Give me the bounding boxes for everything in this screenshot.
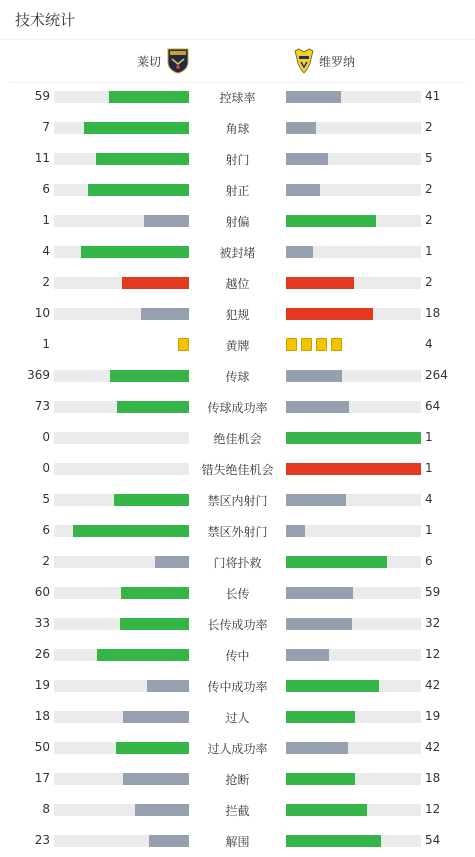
away-bar-track bbox=[286, 587, 421, 599]
away-value: 41 bbox=[425, 89, 441, 103]
yellow-card-icon bbox=[301, 338, 312, 351]
home-bar-fill bbox=[110, 370, 189, 382]
home-value: 8 bbox=[42, 802, 50, 816]
away-bar-track bbox=[286, 649, 421, 661]
teams-row bbox=[10, 40, 465, 83]
stat-row bbox=[0, 608, 475, 639]
away-bar-fill bbox=[286, 556, 387, 568]
home-value: 11 bbox=[34, 151, 50, 165]
away-bar-fill bbox=[286, 122, 316, 134]
away-bar-track bbox=[286, 432, 421, 444]
stat-label: 长传 bbox=[225, 587, 250, 601]
stat-row bbox=[0, 701, 475, 732]
stat-row bbox=[0, 546, 475, 577]
home-bar-track bbox=[54, 742, 189, 754]
home-bar-track bbox=[54, 773, 189, 785]
away-bar-fill bbox=[286, 618, 352, 630]
stat-row bbox=[0, 329, 475, 360]
away-team[interactable] bbox=[293, 48, 355, 74]
away-bar-fill bbox=[286, 91, 341, 103]
away-bar-track bbox=[286, 618, 421, 630]
away-bar-track bbox=[286, 215, 421, 227]
home-value: 33 bbox=[34, 616, 50, 630]
home-bar-fill bbox=[114, 494, 189, 506]
home-bar-fill bbox=[147, 680, 189, 692]
away-bar-fill bbox=[286, 401, 349, 413]
stats-list bbox=[0, 81, 475, 856]
stat-row bbox=[0, 391, 475, 422]
home-bar-track bbox=[54, 184, 189, 196]
away-bar-track bbox=[286, 680, 421, 692]
away-bar-fill bbox=[286, 277, 354, 289]
home-bar-fill bbox=[109, 91, 189, 103]
away-bar-fill bbox=[286, 215, 376, 227]
home-bar-fill bbox=[135, 804, 189, 816]
away-team-name: 维罗纳 bbox=[319, 54, 356, 69]
stat-label: 拦截 bbox=[225, 804, 250, 818]
away-bar-fill bbox=[286, 587, 353, 599]
away-value: 2 bbox=[425, 213, 433, 227]
home-bar-fill bbox=[121, 587, 189, 599]
page-title: 技术统计 bbox=[15, 11, 76, 29]
away-bar-fill bbox=[286, 432, 421, 444]
home-yellow-cards bbox=[54, 338, 189, 352]
away-bar-fill bbox=[286, 463, 421, 475]
away-bar-fill bbox=[286, 246, 313, 258]
away-bar-track bbox=[286, 153, 421, 165]
away-value: 6 bbox=[425, 554, 433, 568]
away-value: 4 bbox=[425, 492, 433, 506]
home-bar-track bbox=[54, 277, 189, 289]
home-value: 2 bbox=[42, 554, 50, 568]
home-bar-fill bbox=[144, 215, 189, 227]
stat-row bbox=[0, 515, 475, 546]
stat-row bbox=[0, 794, 475, 825]
away-bar-fill bbox=[286, 804, 367, 816]
home-value: 2 bbox=[42, 275, 50, 289]
away-bar-fill bbox=[286, 835, 381, 847]
away-value: 19 bbox=[425, 709, 441, 723]
away-bar-fill bbox=[286, 370, 342, 382]
away-value: 1 bbox=[425, 523, 433, 537]
stat-label: 解围 bbox=[225, 835, 250, 849]
stat-label: 门将扑救 bbox=[213, 556, 262, 570]
home-value: 10 bbox=[34, 306, 50, 320]
home-bar-track bbox=[54, 401, 189, 413]
stat-row bbox=[0, 763, 475, 794]
away-value: 59 bbox=[425, 585, 441, 599]
away-value: 32 bbox=[425, 616, 441, 630]
home-value: 0 bbox=[42, 430, 50, 444]
home-bar-fill bbox=[155, 556, 189, 568]
home-value: 6 bbox=[42, 523, 50, 537]
home-value: 60 bbox=[34, 585, 50, 599]
stat-row bbox=[0, 236, 475, 267]
home-team-name: 莱切 bbox=[137, 54, 162, 69]
home-team[interactable] bbox=[137, 48, 189, 74]
stat-label: 射门 bbox=[225, 153, 250, 167]
home-bar-track bbox=[54, 153, 189, 165]
away-bar-track bbox=[286, 122, 421, 134]
home-value: 7 bbox=[42, 120, 50, 134]
home-bar-fill bbox=[141, 308, 189, 320]
stat-row bbox=[0, 422, 475, 453]
stat-row bbox=[0, 143, 475, 174]
stat-label: 控球率 bbox=[219, 91, 256, 105]
home-bar-track bbox=[54, 649, 189, 661]
home-value: 17 bbox=[34, 771, 50, 785]
home-value: 6 bbox=[42, 182, 50, 196]
stat-row bbox=[0, 205, 475, 236]
away-value: 2 bbox=[425, 120, 433, 134]
away-bar-track bbox=[286, 277, 421, 289]
away-value: 264 bbox=[425, 368, 448, 382]
stat-label: 抢断 bbox=[225, 773, 250, 787]
stat-row bbox=[0, 360, 475, 391]
stat-label: 犯规 bbox=[225, 308, 250, 322]
away-bar-fill bbox=[286, 308, 373, 320]
away-bar-track bbox=[286, 308, 421, 320]
home-bar-fill bbox=[84, 122, 189, 134]
stat-row bbox=[0, 174, 475, 205]
away-bar-track bbox=[286, 246, 421, 258]
home-bar-track bbox=[54, 370, 189, 382]
away-value: 42 bbox=[425, 678, 441, 692]
home-bar-fill bbox=[81, 246, 189, 258]
home-value: 19 bbox=[34, 678, 50, 692]
home-bar-track bbox=[54, 556, 189, 568]
home-bar-track bbox=[54, 432, 189, 444]
away-bar-track bbox=[286, 91, 421, 103]
stat-label: 传球 bbox=[225, 370, 250, 384]
stat-label: 角球 bbox=[225, 122, 250, 136]
stat-label: 黄牌 bbox=[225, 339, 250, 353]
home-value: 73 bbox=[34, 399, 50, 413]
away-bar-fill bbox=[286, 184, 320, 196]
home-bar-track bbox=[54, 463, 189, 475]
stat-row bbox=[0, 298, 475, 329]
yellow-card-icon bbox=[178, 338, 189, 351]
home-bar-track bbox=[54, 525, 189, 537]
away-bar-track bbox=[286, 463, 421, 475]
away-value: 4 bbox=[425, 337, 433, 351]
stat-label: 传球成功率 bbox=[207, 401, 268, 415]
home-bar-fill bbox=[149, 835, 189, 847]
away-value: 2 bbox=[425, 182, 433, 196]
stat-row bbox=[0, 484, 475, 515]
away-bar-fill bbox=[286, 680, 379, 692]
home-bar-track bbox=[54, 618, 189, 630]
away-value: 12 bbox=[425, 647, 441, 661]
stat-row bbox=[0, 267, 475, 298]
home-bar-track bbox=[54, 680, 189, 692]
away-bar-track bbox=[286, 742, 421, 754]
home-team-badge-icon bbox=[167, 48, 189, 74]
home-bar-track bbox=[54, 122, 189, 134]
away-bar-track bbox=[286, 184, 421, 196]
away-value: 42 bbox=[425, 740, 441, 754]
home-bar-fill bbox=[122, 277, 190, 289]
home-value: 0 bbox=[42, 461, 50, 475]
stat-label: 射偏 bbox=[225, 215, 250, 229]
away-value: 5 bbox=[425, 151, 433, 165]
away-bar-track bbox=[286, 525, 421, 537]
home-bar-fill bbox=[97, 649, 189, 661]
away-bar-track bbox=[286, 804, 421, 816]
home-bar-track bbox=[54, 835, 189, 847]
home-value: 1 bbox=[42, 337, 50, 351]
yellow-card-icon bbox=[331, 338, 342, 351]
away-value: 1 bbox=[425, 244, 433, 258]
stat-label: 被封堵 bbox=[219, 246, 256, 260]
away-bar-fill bbox=[286, 494, 346, 506]
home-value: 4 bbox=[42, 244, 50, 258]
away-bar-track bbox=[286, 773, 421, 785]
home-bar-track bbox=[54, 804, 189, 816]
away-value: 64 bbox=[425, 399, 441, 413]
stat-label: 错失绝佳机会 bbox=[201, 463, 274, 477]
home-bar-fill bbox=[120, 618, 189, 630]
away-bar-track bbox=[286, 401, 421, 413]
stat-label: 长传成功率 bbox=[207, 618, 268, 632]
home-bar-track bbox=[54, 215, 189, 227]
home-value: 18 bbox=[34, 709, 50, 723]
stat-row bbox=[0, 453, 475, 484]
home-bar-fill bbox=[123, 773, 189, 785]
stat-row bbox=[0, 732, 475, 763]
home-bar-fill bbox=[88, 184, 189, 196]
stat-row bbox=[0, 577, 475, 608]
away-team-badge-icon bbox=[293, 48, 315, 74]
home-value: 59 bbox=[34, 89, 50, 103]
home-bar-track bbox=[54, 587, 189, 599]
stat-label: 越位 bbox=[225, 277, 250, 291]
away-bar-track bbox=[286, 835, 421, 847]
away-bar-fill bbox=[286, 711, 355, 723]
stat-row bbox=[0, 112, 475, 143]
home-bar-fill bbox=[96, 153, 189, 165]
away-value: 1 bbox=[425, 461, 433, 475]
away-bar-fill bbox=[286, 773, 355, 785]
home-bar-track bbox=[54, 308, 189, 320]
stat-label: 射正 bbox=[225, 184, 250, 198]
away-value: 1 bbox=[425, 430, 433, 444]
home-bar-track bbox=[54, 494, 189, 506]
home-bar-fill bbox=[117, 401, 189, 413]
stat-label: 绝佳机会 bbox=[213, 432, 262, 446]
stat-label: 过人成功率 bbox=[207, 742, 268, 756]
page-header bbox=[0, 0, 475, 40]
home-value: 26 bbox=[34, 647, 50, 661]
home-bar-track bbox=[54, 711, 189, 723]
home-value: 50 bbox=[34, 740, 50, 754]
away-bar-fill bbox=[286, 153, 328, 165]
home-bar-fill bbox=[116, 742, 189, 754]
stat-label: 传中 bbox=[225, 649, 250, 663]
away-bar-fill bbox=[286, 742, 348, 754]
away-bar-track bbox=[286, 370, 421, 382]
away-value: 2 bbox=[425, 275, 433, 289]
away-value: 18 bbox=[425, 306, 441, 320]
away-bar-track bbox=[286, 556, 421, 568]
home-value: 5 bbox=[42, 492, 50, 506]
stat-row bbox=[0, 825, 475, 856]
home-bar-fill bbox=[73, 525, 189, 537]
home-value: 23 bbox=[34, 833, 50, 847]
stat-label: 过人 bbox=[225, 711, 250, 725]
away-bar-fill bbox=[286, 649, 329, 661]
away-bar-track bbox=[286, 494, 421, 506]
away-value: 54 bbox=[425, 833, 441, 847]
away-bar-track bbox=[286, 711, 421, 723]
home-value: 1 bbox=[42, 213, 50, 227]
yellow-card-icon bbox=[286, 338, 297, 351]
away-bar-fill bbox=[286, 525, 305, 537]
away-value: 12 bbox=[425, 802, 441, 816]
stat-label: 禁区内射门 bbox=[207, 494, 268, 508]
stat-label: 传中成功率 bbox=[207, 680, 268, 694]
home-bar-fill bbox=[123, 711, 189, 723]
stat-row bbox=[0, 670, 475, 701]
away-value: 18 bbox=[425, 771, 441, 785]
home-value: 369 bbox=[27, 368, 50, 382]
stat-row bbox=[0, 81, 475, 112]
stat-label: 禁区外射门 bbox=[207, 525, 268, 539]
home-bar-track bbox=[54, 91, 189, 103]
yellow-card-icon bbox=[316, 338, 327, 351]
away-yellow-cards bbox=[286, 338, 421, 352]
home-bar-track bbox=[54, 246, 189, 258]
stat-row bbox=[0, 639, 475, 670]
